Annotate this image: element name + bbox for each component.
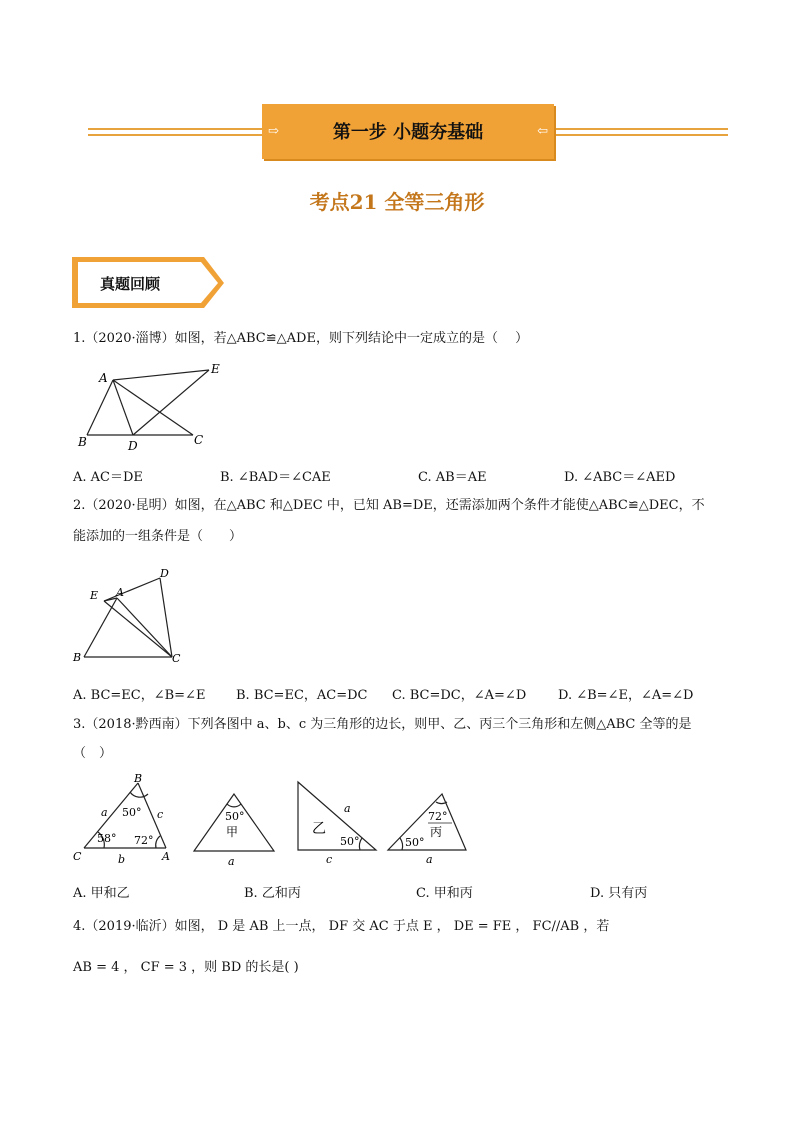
left-arrow-icon: ⇦ [537, 124, 548, 139]
q2-figure [70, 562, 200, 670]
q3-figure-jia [190, 790, 280, 870]
banner-line-right-bottom [554, 134, 728, 136]
q2-label-d: D [160, 567, 169, 580]
question-1-text: 1.（2020·淄博）如图，若△ABC≌△ADE，则下列结论中一定成立的是（ ） [73, 331, 529, 346]
q2-label-c: C [172, 652, 181, 665]
right-arrow-icon: ⇨ [268, 124, 279, 139]
q3-jia-name: 甲 [226, 825, 239, 839]
banner-line-left-top [88, 128, 262, 130]
q1-option-d: D. ∠ABC＝∠AED [564, 470, 676, 485]
question-2-text-continued: 能添加的一组条件是（ ） [73, 529, 243, 544]
banner-line-right-top [554, 128, 728, 130]
q3-bing-angle-left: 50° [405, 836, 425, 849]
q1-label-b: B [78, 435, 87, 449]
section-label: 真题回顾 [100, 275, 161, 293]
q3-side-a: a [101, 806, 108, 819]
q3-option-d: D. 只有丙 [590, 886, 648, 901]
q1-option-b: B. ∠BAD＝∠CAE [220, 470, 331, 485]
q2-label-e: E [90, 589, 99, 602]
q1-option-a: A. AC＝DE [73, 470, 143, 485]
q2-option-a: A. BC=EC，∠B=∠E [73, 688, 206, 703]
q3-bing-name: 丙 [430, 825, 443, 839]
q3-side-c: c [157, 808, 164, 821]
q3-option-b: B. 乙和丙 [244, 886, 301, 901]
banner-line-left-bottom [88, 134, 262, 136]
q3-option-c: C. 甲和丙 [416, 886, 473, 901]
q3-label-a: A [162, 850, 170, 863]
q1-label-a: A [99, 371, 108, 385]
q2-option-b: B. BC=EC，AC=DC [236, 688, 368, 703]
question-3-text-continued: （ ） [73, 746, 113, 761]
question-4-text-continued: AB = 4 ， CF = 3 ，则 BD 的长是( ) [73, 960, 299, 975]
q3-figure-bing [384, 790, 474, 870]
q3-bing-side: a [426, 853, 433, 866]
step-banner [262, 104, 554, 159]
topic-title: 考点21 全等三角形 [309, 190, 485, 214]
q3-label-b: B [134, 772, 143, 785]
question-4-text: 4.（2019·临沂）如图， D 是 AB 上一点， DF 交 AC 于点 E ， DE = FE ， FC//AB ，若 [73, 919, 610, 934]
section-tab [72, 257, 226, 313]
q3-figure-abc [70, 770, 180, 866]
q2-label-a: A [116, 586, 124, 599]
banner-title: 第一步 小题夯基础 [332, 122, 484, 143]
q1-label-e: E [211, 362, 220, 376]
q3-label-c: C [73, 850, 82, 863]
q3-figure-yi [290, 778, 385, 868]
q1-option-c: C. AB＝AE [418, 470, 487, 485]
q2-option-d: D. ∠B=∠E，∠A=∠D [558, 688, 694, 703]
q3-yi-side-a: a [344, 802, 351, 815]
q3-option-a: A. 甲和乙 [73, 886, 130, 901]
q3-yi-side-c: c [326, 853, 333, 866]
q3-yi-name: 乙 [312, 821, 326, 837]
q3-angle-b: 50° [122, 806, 142, 819]
question-3-text: 3.（2018·黔西南）下列各图中 a、b、c 为三角形的边长，则甲、乙、丙三个三角形和左侧△ABC 全等的是 [73, 717, 692, 732]
q3-side-b: b [118, 853, 126, 866]
q3-jia-angle: 50° [225, 810, 245, 823]
q3-jia-side: a [228, 855, 235, 868]
question-2-text: 2.（2020·昆明）如图，在△ABC 和△DEC 中，已知 AB=DE，还需添加两个条件才能使△ABC≌△DEC，不 [73, 498, 705, 513]
q1-label-c: C [194, 433, 204, 447]
q1-label-d: D [128, 439, 138, 453]
q2-label-b: B [73, 651, 82, 664]
q1-figure [73, 360, 233, 455]
q3-angle-c: 58° [97, 832, 117, 845]
q3-angle-a: 72° [134, 834, 154, 847]
q2-option-c: C. BC=DC，∠A=∠D [392, 688, 527, 703]
q3-bing-angle-top: 72° [428, 810, 448, 823]
q3-yi-angle: 50° [340, 835, 360, 848]
